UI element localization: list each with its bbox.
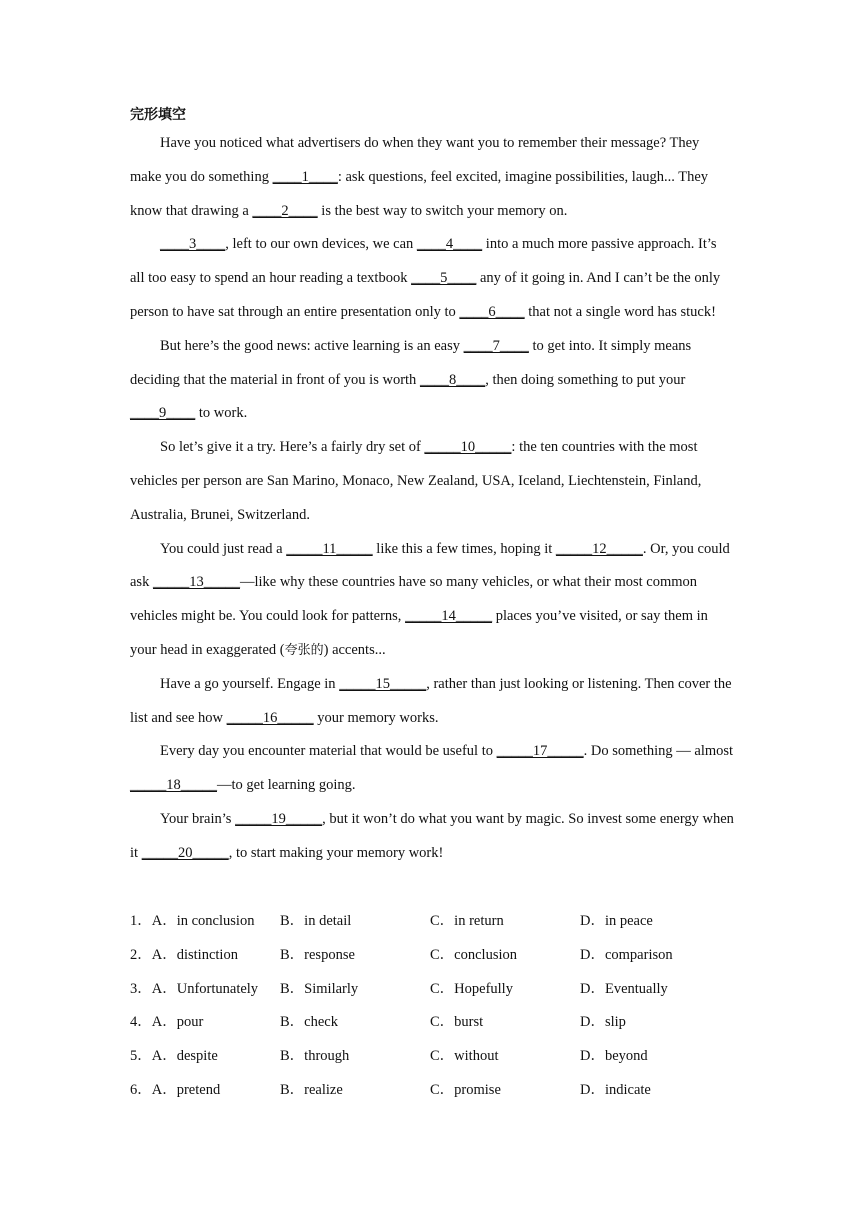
- option-c: C．burst: [430, 1014, 484, 1031]
- option-d: D．indicate: [580, 1081, 651, 1098]
- option-b: B．Similarly: [280, 980, 359, 997]
- option-b: B．in detail: [280, 913, 352, 929]
- option-c: C．in return: [430, 913, 504, 929]
- blank-3: ____3____: [160, 236, 226, 253]
- text: —to get learning going.: [217, 777, 356, 794]
- text: , to start making your memory work!: [228, 844, 444, 861]
- question-1-options: [130, 905, 750, 939]
- option-d: D．in peace: [580, 913, 653, 929]
- option-d: D．beyond: [580, 1048, 648, 1065]
- blank-7: ____7____: [463, 337, 529, 354]
- text: , left to our own devices, we can: [225, 236, 417, 253]
- text: places you’ve visited, or say them in your head in exaggerated (: [130, 608, 708, 658]
- paragraph-3: [130, 330, 734, 431]
- text: Every day you encounter material that would be useful to: [160, 743, 497, 760]
- text: : ask questions, feel excited, imagine possibilities, laugh... They know that drawing a: [130, 168, 709, 219]
- text: Have a go yourself. Engage in: [160, 675, 340, 692]
- option-c: C．Hopefully: [430, 980, 513, 997]
- blank-19: _____19_____: [235, 810, 323, 827]
- question-5-options: [130, 1040, 750, 1074]
- option-c: C．conclusion: [430, 946, 517, 963]
- question-4-options: [130, 1006, 750, 1040]
- paragraph-2: [130, 228, 734, 329]
- text: But here’s the good news: active learning is an easy: [160, 337, 464, 354]
- blank-6: ____6____: [459, 303, 525, 320]
- text: , then doing something to put your: [485, 371, 686, 388]
- option-b: B．through: [280, 1048, 350, 1065]
- option-b: B．response: [280, 946, 355, 963]
- option-c: C．promise: [430, 1081, 501, 1098]
- blank-9: ____9____: [130, 405, 196, 422]
- option-c: C．without: [430, 1048, 499, 1065]
- option-a: 5．A．despite: [130, 1048, 218, 1065]
- text: : the ten countries with the most vehicles per person are San Marino, Monaco, New Zealand, USA, Iceland, Liechtenstein, Finland, Australia, Brunei, Switzerland.: [130, 439, 702, 523]
- blank-10: _____10_____: [424, 439, 512, 456]
- text: You could just read a: [160, 540, 287, 557]
- paragraph-8: [130, 803, 734, 871]
- text: into a much more passive approach. It’s all too easy to spend an hour reading a textbook: [130, 236, 717, 287]
- paragraph-5: [130, 533, 734, 668]
- blank-17: _____17_____: [496, 743, 584, 760]
- section-title: 完形填空: [130, 107, 186, 123]
- option-a: 2．A．distinction: [130, 946, 238, 963]
- blank-12: _____12_____: [555, 540, 643, 557]
- option-d: D．Eventually: [580, 980, 668, 997]
- option-a: 1．A．in conclusion: [130, 913, 255, 929]
- text: . Do something — almost: [583, 743, 734, 760]
- paragraph-4: [130, 431, 734, 532]
- question-2-options: [130, 939, 750, 973]
- paragraph-6: [130, 668, 734, 736]
- text: like this a few times, hoping it: [372, 540, 556, 557]
- cloze-passage: [130, 127, 734, 871]
- text: . Or, you could ask: [130, 540, 730, 591]
- blank-16: _____16_____: [226, 709, 314, 726]
- blank-14: _____14_____: [405, 608, 493, 625]
- option-b: B．realize: [280, 1081, 343, 1098]
- option-a: 3．A．Unfortunately: [130, 980, 259, 997]
- blank-13: _____13_____: [152, 574, 240, 591]
- chinese-gloss: 夸张的: [284, 642, 324, 658]
- blank-5: ____5____: [411, 270, 477, 287]
- text: Have you noticed what advertisers do when they want you to remember their message? They make you do something: [130, 135, 700, 185]
- text: , but it won’t do what you want by magic. So invest some energy when it: [130, 810, 734, 861]
- text: So let’s give it a try. Here’s a fairly dry set of: [160, 439, 425, 456]
- blank-8: ____8____: [419, 371, 486, 388]
- blank-11: _____11_____: [286, 540, 373, 557]
- option-d: D．slip: [580, 1014, 626, 1031]
- text: any of it going in. And I can’t be the only person to have sat through an entire presentation only to: [130, 270, 721, 320]
- option-d: D．comparison: [580, 946, 673, 963]
- question-3-options: [130, 973, 750, 1007]
- question-6-options: [130, 1074, 750, 1108]
- option-a: 6．A．pretend: [130, 1081, 221, 1098]
- answer-options: [130, 905, 750, 1108]
- blank-20: _____20_____: [141, 844, 229, 861]
- paragraph-1: [130, 127, 734, 228]
- option-a: 4．A．pour: [130, 1014, 204, 1031]
- blank-15: _____15_____: [339, 675, 427, 692]
- text: to work.: [195, 405, 248, 422]
- text: that not a single word has stuck!: [524, 303, 716, 320]
- option-b: B．check: [280, 1014, 338, 1031]
- paragraph-7: [130, 735, 734, 803]
- blank-2: ____2____: [252, 202, 318, 219]
- text: is the best way to switch your memory on.: [317, 202, 568, 219]
- text: —like why these countries have so many vehicles, or what their most common vehicles might be. You could look for patterns,: [130, 574, 698, 625]
- text: , rather than just looking or listening. Then cover the list and see how: [130, 675, 732, 726]
- blank-18: _____18_____: [130, 777, 217, 794]
- text: your memory works.: [313, 709, 439, 726]
- text: Your brain’s: [160, 810, 236, 827]
- text: to get into. It simply means deciding that the material in front of you is worth: [130, 337, 692, 388]
- blank-1: ____1____: [272, 168, 338, 185]
- blank-4: ____4____: [416, 236, 483, 253]
- text: ) accents...: [323, 641, 386, 658]
